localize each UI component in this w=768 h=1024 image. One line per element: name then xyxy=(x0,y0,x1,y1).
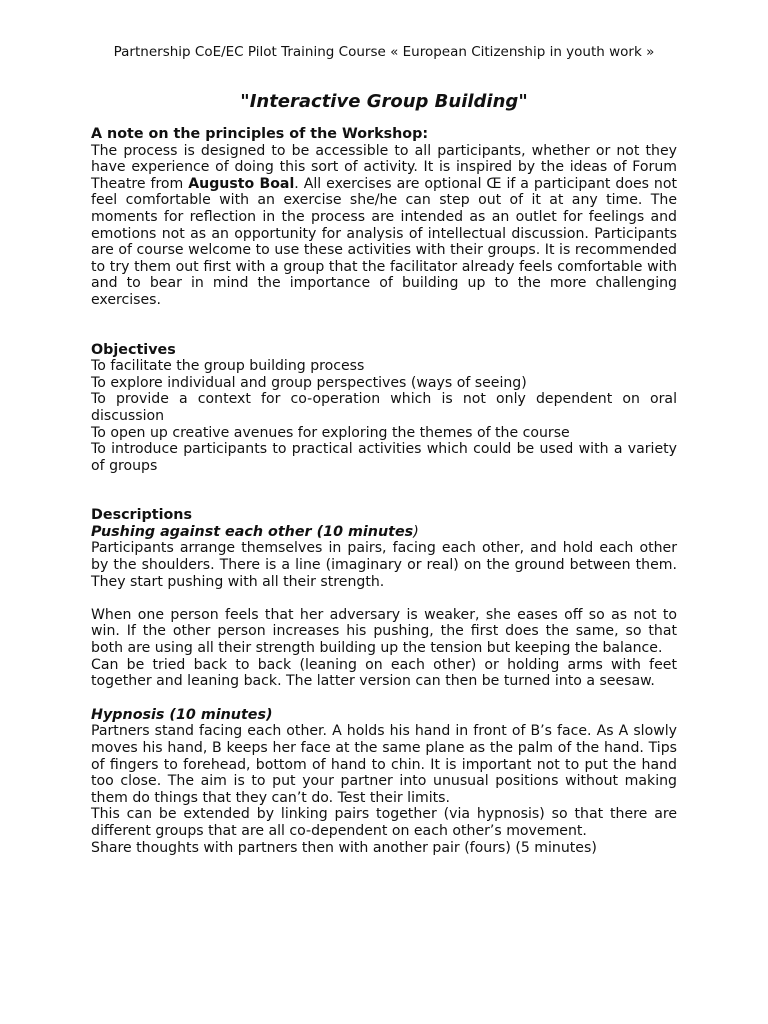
pushing-paragraph-1: Participants arrange themselves in pairs, facing each other, and hold each other by the shoulders. There is a line (imaginary or real) on the ground between them. They start pushing with all their strength. xyxy=(91,540,677,590)
objective-item: To explore individual and group perspectives (ways of seeing) xyxy=(91,374,527,391)
document-title xyxy=(0,90,768,114)
title-open-quote: " xyxy=(240,91,250,112)
hypnosis-paragraph-2: This can be extended by linking pairs together (via hypnosis) so that there are different groups that are all co-dependent on each other’s movement. xyxy=(91,806,677,839)
intro-text-end: . All exercises are optional Œ if a participant does not feel comfortable with an exercise she/he can step out of it at any time. The moments for reflection in the process are intended as an outlet for feelings and emotions not as an opportunity for analysis of intellectual discussion. Participants are of course welcome to use these activities with their groups. It is recommended to try them out first with a group that the facilitator already feels comfortable with and to bear in mind the importance of building up to the more challenging exercises. xyxy=(91,175,678,308)
pushing-title-text: Pushing against each other (10 minutes xyxy=(91,523,414,540)
intro-text-start: The process is designed to be accessible to all participants, whether or not they have experience of doing this sort of activity. It is inspired by the ideas of Forum Theatre from xyxy=(91,142,677,192)
objective-item: To facilitate the group building process xyxy=(91,358,365,375)
pushing-exercise-title xyxy=(91,524,677,541)
course-header: Partnership CoE/EC Pilot Training Course « European Citizenship in youth work » xyxy=(113,44,655,60)
author-name: Augusto Boal xyxy=(188,175,295,192)
descriptions-heading: Descriptions xyxy=(91,507,192,524)
objective-item: To open up creative avenues for exploring the themes of the course xyxy=(91,424,570,441)
hypnosis-paragraph-1: Partners stand facing each other. A holds his hand in front of B’s face. As A slowly moves his hand, B keeps her face at the same plane as the palm of the hand. Tips of fingers to forehead, bottom of hand to chin. It is important not to put the hand too close. The aim is to put your partner into unusual positions without making them do things that they can’t do. Test their limits. xyxy=(91,723,677,806)
title-text: Interactive Group Building xyxy=(249,91,519,112)
objective-item: To introduce participants to practical activities which could be used with a variety of groups xyxy=(91,441,677,474)
hypnosis-exercise-title: Hypnosis (10 minutes) xyxy=(91,706,273,723)
note-heading: A note on the principles of the Workshop: xyxy=(91,126,429,142)
pushing-title-close: ) xyxy=(413,523,419,540)
document-body xyxy=(91,126,677,856)
hypnosis-paragraph-3: Share thoughts with partners then with another pair (fours) (5 minutes) xyxy=(91,839,597,856)
title-close-quote: " xyxy=(518,91,528,112)
objective-item: To provide a context for co-operation which is not only dependent on oral discussion xyxy=(91,391,677,424)
pushing-paragraph-3: Can be tried back to back (leaning on each other) or holding arms with feet together and leaning back. The latter version can then be turned into a seesaw. xyxy=(91,656,677,690)
objectives-list xyxy=(91,358,677,474)
intro-paragraph xyxy=(91,143,677,309)
objectives-heading: Objectives xyxy=(91,341,176,358)
pushing-paragraph-2: When one person feels that her adversary is weaker, she eases off so as not to win. If the other person increases his pushing, the first does the same, so that both are using all their strength building up the tension but keeping the balance. xyxy=(91,606,677,657)
